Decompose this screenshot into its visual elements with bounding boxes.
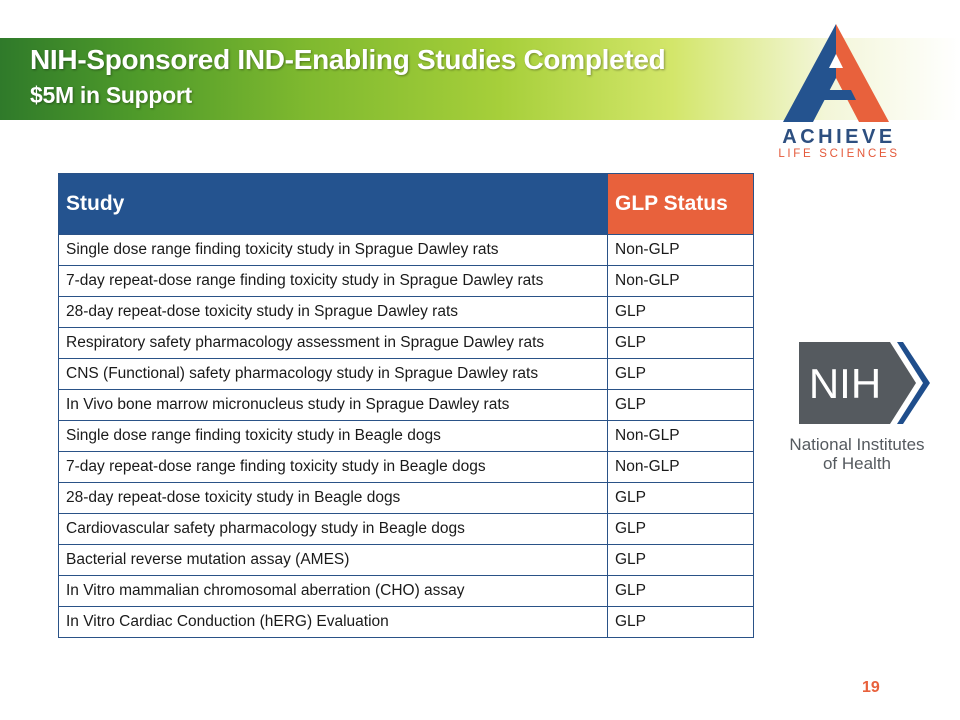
glp-status-cell: GLP bbox=[608, 328, 754, 359]
study-cell: In Vitro Cardiac Conduction (hERG) Evaluation bbox=[59, 607, 608, 638]
nih-name-line1: National Institutes bbox=[789, 435, 925, 454]
study-cell: Single dose range finding toxicity study in Beagle dogs bbox=[59, 421, 608, 452]
study-cell: In Vivo bone marrow micronucleus study in Sprague Dawley rats bbox=[59, 390, 608, 421]
table-row bbox=[59, 328, 754, 359]
glp-status-cell: GLP bbox=[608, 514, 754, 545]
study-cell: 7-day repeat-dose range finding toxicity study in Sprague Dawley rats bbox=[59, 266, 608, 297]
table-row bbox=[59, 359, 754, 390]
glp-status-cell: Non-GLP bbox=[608, 235, 754, 266]
table-row bbox=[59, 235, 754, 266]
table-row bbox=[59, 390, 754, 421]
glp-status-cell: GLP bbox=[608, 390, 754, 421]
glp-status-cell: GLP bbox=[608, 359, 754, 390]
study-cell: Single dose range finding toxicity study in Sprague Dawley rats bbox=[59, 235, 608, 266]
study-cell: CNS (Functional) safety pharmacology study in Sprague Dawley rats bbox=[59, 359, 608, 390]
study-cell: In Vitro mammalian chromosomal aberration (CHO) assay bbox=[59, 576, 608, 607]
table-row bbox=[59, 483, 754, 514]
table-row bbox=[59, 421, 754, 452]
study-cell: 28-day repeat-dose toxicity study in Beagle dogs bbox=[59, 483, 608, 514]
study-cell: 7-day repeat-dose range finding toxicity study in Beagle dogs bbox=[59, 452, 608, 483]
table-row bbox=[59, 452, 754, 483]
page-number: 19 bbox=[862, 679, 880, 696]
achieve-triangle-icon bbox=[777, 24, 895, 122]
slide-subtitle: $5M in Support bbox=[30, 82, 192, 108]
study-cell: Respiratory safety pharmacology assessment in Sprague Dawley rats bbox=[59, 328, 608, 359]
slide-title: NIH-Sponsored IND-Enabling Studies Completed bbox=[30, 44, 666, 75]
glp-status-cell: GLP bbox=[608, 607, 754, 638]
table-row bbox=[59, 514, 754, 545]
glp-status-cell: GLP bbox=[608, 483, 754, 514]
header-study: Study bbox=[59, 174, 608, 235]
glp-status-cell: GLP bbox=[608, 545, 754, 576]
header-glp-status: GLP Status bbox=[608, 174, 754, 235]
study-cell: Cardiovascular safety pharmacology study in Beagle dogs bbox=[59, 514, 608, 545]
glp-status-cell: GLP bbox=[608, 576, 754, 607]
glp-status-cell: GLP bbox=[608, 297, 754, 328]
table-header-row bbox=[59, 174, 754, 235]
nih-chevron-icon bbox=[799, 342, 930, 424]
glp-status-cell: Non-GLP bbox=[608, 421, 754, 452]
achieve-wordmark: ACHIEVE bbox=[782, 126, 896, 148]
table-row bbox=[59, 545, 754, 576]
table-row bbox=[59, 266, 754, 297]
achieve-tagline: LIFE SCIENCES bbox=[778, 148, 900, 160]
table-row bbox=[59, 607, 754, 638]
nih-name-line2: of Health bbox=[822, 454, 892, 473]
study-cell: Bacterial reverse mutation assay (AMES) bbox=[59, 545, 608, 576]
table-row bbox=[59, 297, 754, 328]
nih-mark-text: NIH bbox=[808, 360, 882, 407]
glp-status-cell: Non-GLP bbox=[608, 266, 754, 297]
study-cell: 28-day repeat-dose toxicity study in Sprague Dawley rats bbox=[59, 297, 608, 328]
glp-status-cell: Non-GLP bbox=[608, 452, 754, 483]
nih-logo bbox=[782, 342, 932, 472]
studies-table bbox=[58, 173, 754, 638]
table-row bbox=[59, 576, 754, 607]
achieve-logo bbox=[766, 24, 906, 164]
